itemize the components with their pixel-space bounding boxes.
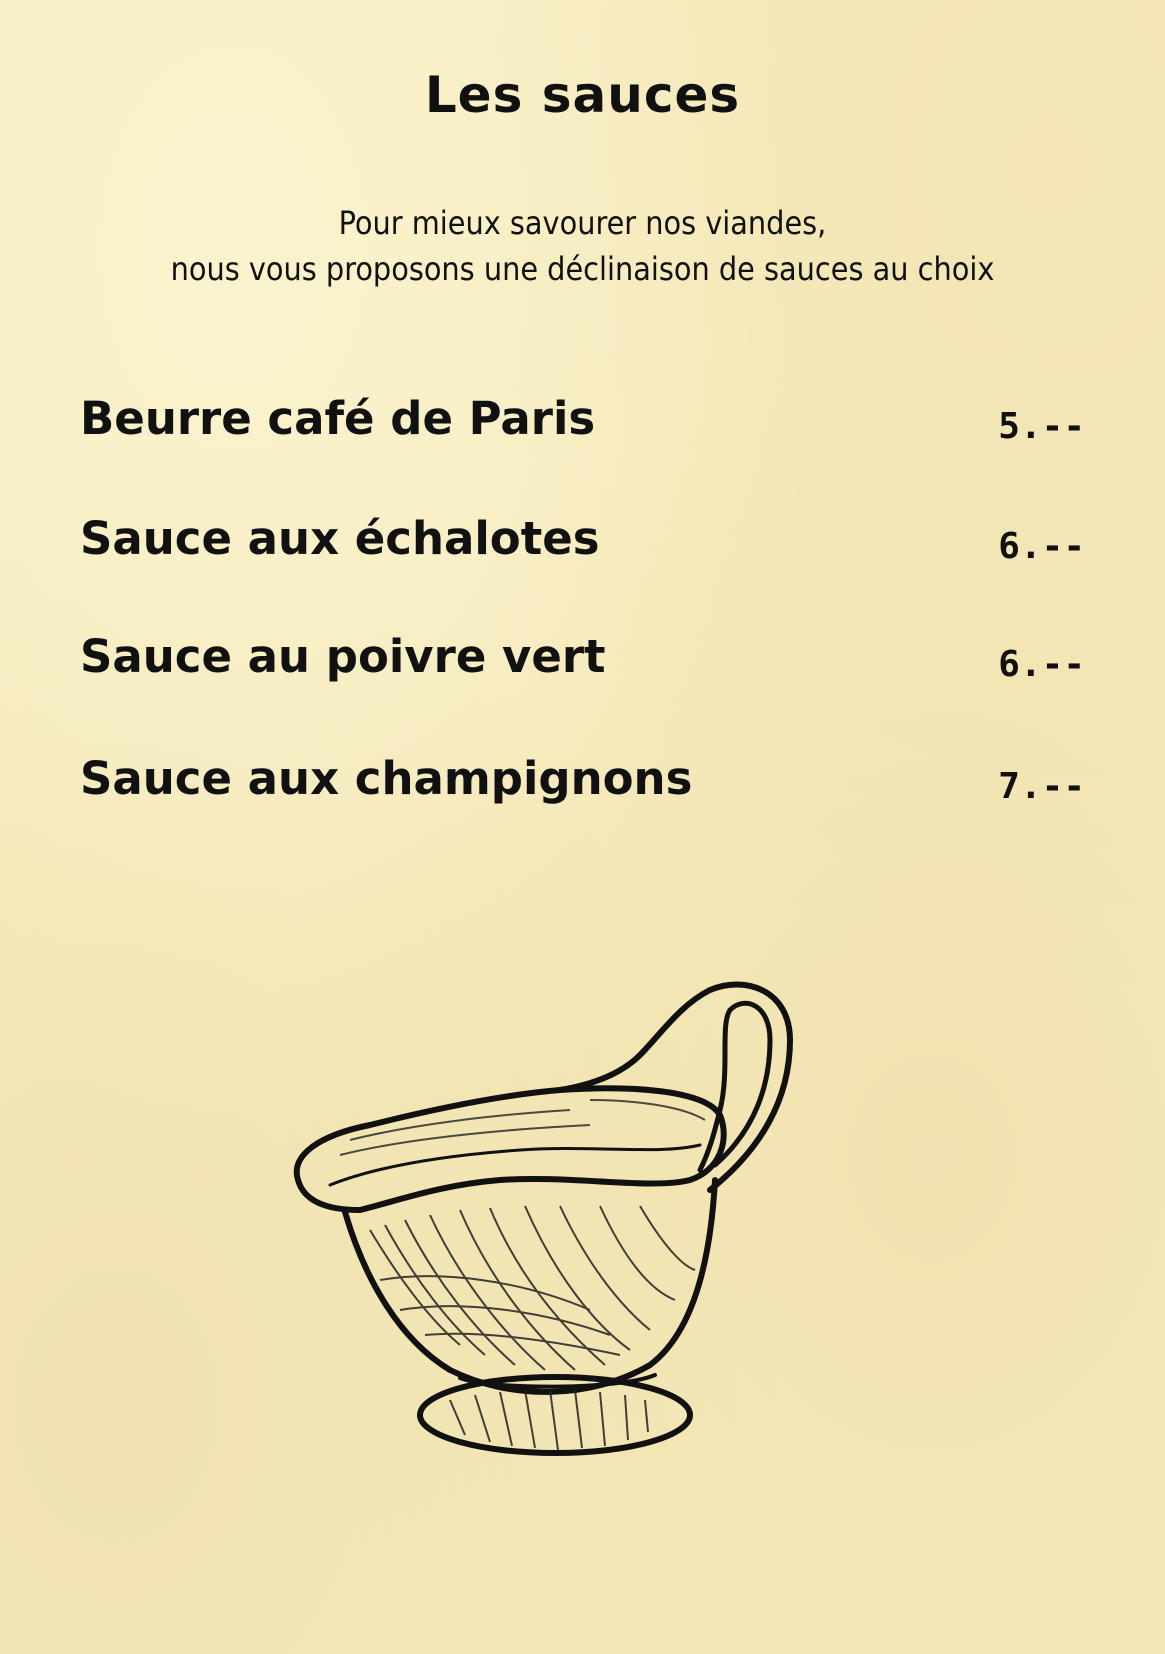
gravy-boat-icon <box>290 980 850 1490</box>
menu-item-name: Sauce aux échalotes <box>80 512 600 565</box>
menu-item-name: Beurre café de Paris <box>80 392 596 445</box>
menu-item-name: Sauce au poivre vert <box>80 630 606 683</box>
menu-item-price: 6.-- <box>998 644 1085 685</box>
menu-item <box>80 512 1085 572</box>
menu-item-price: 5.-- <box>998 406 1085 447</box>
menu-item <box>80 630 1085 690</box>
menu-item-price: 6.-- <box>998 526 1085 567</box>
menu-item <box>80 392 1085 452</box>
subtitle-line-1: Pour mieux savourer nos viandes, <box>338 204 827 242</box>
subtitle <box>0 200 1165 292</box>
menu-item-price: 7.-- <box>998 766 1085 807</box>
page-title: Les sauces <box>424 66 741 124</box>
menu-item <box>80 752 1085 812</box>
subtitle-line-2: nous vous proposons une déclinaison de sauces au choix <box>170 250 995 288</box>
menu-item-name: Sauce aux champignons <box>80 752 693 805</box>
